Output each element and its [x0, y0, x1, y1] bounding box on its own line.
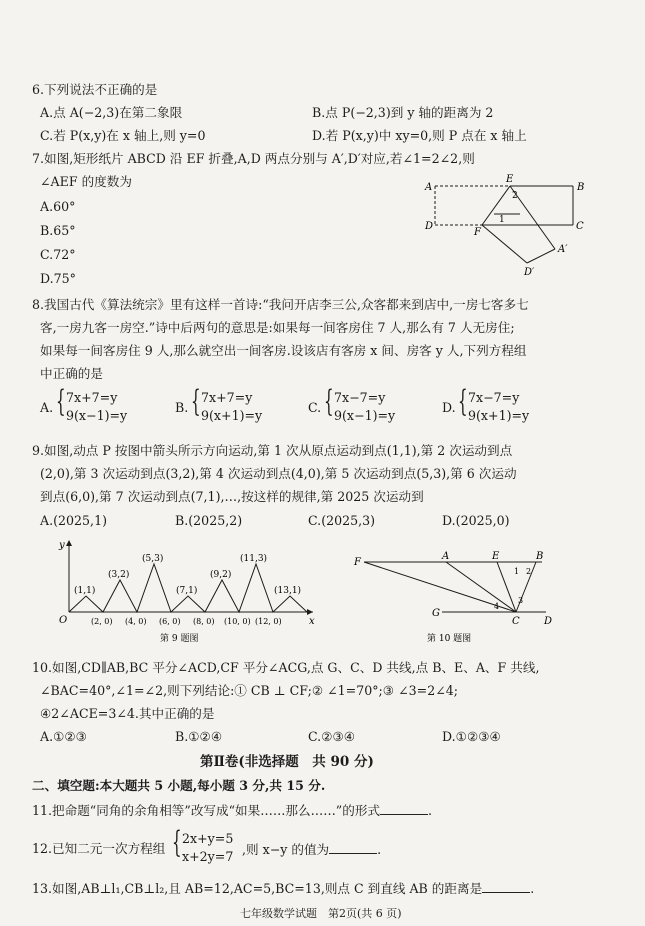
q10-option-d: D.①②③④ [442, 729, 501, 744]
q10-label-g: G [432, 608, 440, 619]
q9-peak-label: (13,1) [274, 586, 302, 596]
q10-caption: 第 10 题图 [427, 634, 472, 644]
q9-y-axis-label: y [59, 540, 65, 551]
q6-option-c: C.若 P(x,y)在 x 轴上,则 y=0 [40, 128, 206, 143]
page-footer: 七年级数学试题 第2页(共 6 页) [240, 907, 402, 920]
q7-figure [420, 172, 600, 282]
exam-page: 6.下列说法不正确的是 A.点 A(−2,3)在第二象限 B.点 P(−2,3)到 y 轴的距离为 2 C.若 P(x,y)在 x 轴上,则 y=0 D.若 P(x,y)中 xy=0,则 P 点在 x 轴上 7.如图,矩形纸片 ABCD 沿 EF 折叠,A,D 两点分别与 A′,D′对应,若∠1=2∠2,则 ∠AEF 的度数为 A.60° B.65° C.72° D.75° A E B D F C A′ D′ 1 2 8.我国古代《算法统宗》里有这样一首诗:“我问开店李三公,众客都来到店中,一房七客多七 客,一房九客一房空.”诗中后两句的意思是:如果每一间客房住 7 人,那么有 7 人无房住; 如果每一间客房住 9 人,那么就空出一间客房.设该店有客房 x 间、房客 y 人,下列方程组 中正确的是 A. { 7x+7=y 9(x−1)=y B. { 7x+7=y 9(x+1)=y C. { 7x−7=y 9(x−1)=y D. { 7x−7=y 9(x+1)=y 9.如图,动点 P 按图中箭头所示方向运动,第 1 次从原点运动到点(1,1),第 2 次运动到点 (2,0),第 3 次运动到点(3,2),第 4 次运动到点(4,0),第 5 次运动到点(5,3),第 6 次运动 到点(6,0),第 7 次运动到点(7,1),…,按这样的规律,第 2025 次运动到 A.(2025,1) B.(2025,2) C.(2025,3) D.(2025,0) y x O (1,1) (3,2) (5,3) (7,1) (9,2) (11,3) (13,1) (2, 0) (4, 0) (6, 0) (8, 0) (10, 0) (12, 0) 第 9 题图 F A E B G C D 1 2 3 4 第 10 题图 10.如图,CD∥AB,BC 平分∠ACD,CF 平分∠ACG,点 G、C、D 共线,点 B、E、A、F 共线, ∠BAC=40°,∠1=∠2,则下列结论:① CB ⊥ CF;② ∠1=70°;③ ∠3=2∠4; ④2∠ACE=3∠4.其中正确的是 A.①②③ B.①②④ C.②③④ D.①②③④ 第Ⅱ卷(非选择题 共 90 分) 二、填空题:本大题共 5 小题,每小题 3 分,共 15 分. 11.把命题“同角的余角相等”改写成“如果……那么……”的形式 . 12.已知二元一次方程组 { 2x+y=5 x+2y=7 ,则 x−y 的值为 . 13.如图,AB⊥l₁,CB⊥l₂,且 AB=12,AC=5,BC=13,则点 C 到直线 AB 的距离是 . 七年级数学试题 第2页(共 6 页) [0, 0, 645, 926]
q7-label-d: D [425, 221, 434, 232]
q9-origin-label: O [59, 615, 68, 626]
q10-option-b: B.①②④ [175, 729, 223, 744]
q12-prefix: 12.已知二元一次方程组 [32, 841, 166, 856]
q9-peak-label: (1,1) [74, 586, 96, 596]
q7-option-d: D.75° [40, 271, 76, 286]
q7-label-d-prime: D′ [524, 267, 535, 278]
q10-option-c: C.②③④ [308, 729, 356, 744]
q9-x-tick-label: (2, 0) [91, 617, 113, 626]
q8-option-c-letter: C. [308, 400, 322, 415]
q11-answer-blank[interactable] [380, 802, 428, 815]
q9-caption: 第 9 题图 [160, 634, 199, 644]
q9-peak-label: (11,3) [240, 554, 268, 564]
q7-option-b: B.65° [40, 223, 76, 238]
q9-line2: (2,0),第 3 次运动到点(3,2),第 4 次运动到点(4,0),第 5 次运动到点(5,3),第 6 次运动 [40, 466, 517, 481]
q9-peak-label: (3,2) [108, 570, 130, 580]
q10-label-f: F [354, 557, 361, 568]
q10-angle-4: 4 [494, 602, 500, 611]
q10-label-e: E [492, 551, 500, 562]
q8-option-a-letter: A. [40, 400, 54, 415]
q10-figure [352, 548, 562, 646]
q8-option-d-letter: D. [442, 400, 456, 415]
part2-title: 第Ⅱ卷(非选择题 共 90 分) [200, 754, 374, 770]
q12-answer-blank[interactable] [329, 841, 377, 854]
q7-label-a-prime: A′ [558, 244, 568, 255]
q6-stem: 6.下列说法不正确的是 [32, 82, 158, 97]
q7-option-a: A.60° [40, 199, 76, 214]
q9-peak-label: (7,1) [176, 586, 198, 596]
q7-label-f: F [474, 227, 481, 238]
q9-x-tick-label: (10, 0) [224, 617, 251, 626]
q8-line4: 中正确的是 [40, 366, 103, 381]
q9-line3: 到点(6,0),第 7 次运动到点(7,1),…,按这样的规律,第 2025 次运动到 [40, 489, 424, 504]
q10-line1: 10.如图,CD∥AB,BC 平分∠ACD,CF 平分∠ACG,点 G、C、D 共线,点 B、E、A、F 共线, [32, 660, 540, 675]
q10-line2: ∠BAC=40°,∠1=∠2,则下列结论:① CB ⊥ CF;② ∠1=70°;③ ∠3=2∠4; [40, 683, 459, 698]
q9-option-a: A.(2025,1) [40, 513, 107, 528]
q8-line2: 客,一房九客一房空.”诗中后两句的意思是:如果每一间客房住 7 人,那么有 7 人无房住; [40, 320, 515, 335]
q10-angle-2: 2 [526, 567, 532, 576]
q10-option-a: A.①②③ [40, 729, 87, 744]
q10-angle-1: 1 [514, 567, 520, 576]
q9-peak-label: (5,3) [142, 554, 164, 564]
q9-x-tick-label: (12, 0) [255, 617, 282, 626]
q9-option-b: B.(2025,2) [175, 513, 243, 528]
q6-option-d: D.若 P(x,y)中 xy=0,则 P 点在 x 轴上 [312, 128, 527, 143]
q9-figure [55, 538, 330, 646]
q7-label-e: E [506, 174, 514, 185]
q10-label-c: C [512, 616, 520, 627]
q9-x-tick-label: (4, 0) [125, 617, 147, 626]
q8-line1: 8.我国古代《算法统宗》里有这样一首诗:“我问开店李三公,众客都来到店中,一房七客多七 [32, 297, 529, 312]
q6-option-b: B.点 P(−2,3)到 y 轴的距离为 2 [312, 105, 494, 120]
q13-text: 13.如图,AB⊥l₁,CB⊥l₂,且 AB=12,AC=5,BC=13,则点 C 到直线 AB 的距离是 . [32, 881, 535, 896]
q9-x-axis-label: x [309, 616, 315, 627]
q7-angle-2: 2 [512, 191, 518, 201]
q10-label-b: B [536, 551, 544, 562]
q9-peak-label: (9,2) [210, 570, 232, 580]
q9-x-tick-label: (6, 0) [159, 617, 181, 626]
q10-label-d: D [544, 616, 553, 627]
q8-line3: 如果每一间客房住 9 人,那么就空出一间客房.设该店有客房 x 间、房客 y 人,下列方程组 [40, 343, 527, 358]
q13-answer-blank[interactable] [482, 880, 530, 893]
fill-in-section-heading: 二、填空题:本大题共 5 小题,每小题 3 分,共 15 分. [32, 778, 326, 793]
q8-option-b-letter: B. [175, 400, 189, 415]
q7-label-a: A [425, 182, 433, 193]
q9-option-d: D.(2025,0) [442, 513, 510, 528]
q7-stem-line1: 7.如图,矩形纸片 ABCD 沿 EF 折叠,A,D 两点分别与 A′,D′对应,若∠1=2∠2,则 [32, 151, 475, 166]
q10-angle-3: 3 [518, 596, 524, 605]
q10-label-a: A [442, 551, 450, 562]
q12-text: ,则 x−y 的值为 . [242, 842, 382, 857]
q7-angle-1: 1 [499, 215, 505, 225]
q9-line1: 9.如图,动点 P 按图中箭头所示方向运动,第 1 次从原点运动到点(1,1),第 2 次运动到点 [32, 443, 513, 458]
q7-stem-line2: ∠AEF 的度数为 [40, 174, 132, 189]
q11-text: 11.把命题“同角的余角相等”改写成“如果……那么……”的形式 . [32, 803, 433, 818]
q10-line3: ④2∠ACE=3∠4.其中正确的是 [40, 706, 215, 721]
q9-option-c: C.(2025,3) [308, 513, 376, 528]
q7-label-c: C [576, 221, 584, 232]
q7-label-b: B [577, 182, 585, 193]
q9-x-tick-label: (8, 0) [193, 617, 215, 626]
q6-option-a: A.点 A(−2,3)在第二象限 [40, 105, 183, 120]
q7-option-c: C.72° [40, 247, 76, 262]
